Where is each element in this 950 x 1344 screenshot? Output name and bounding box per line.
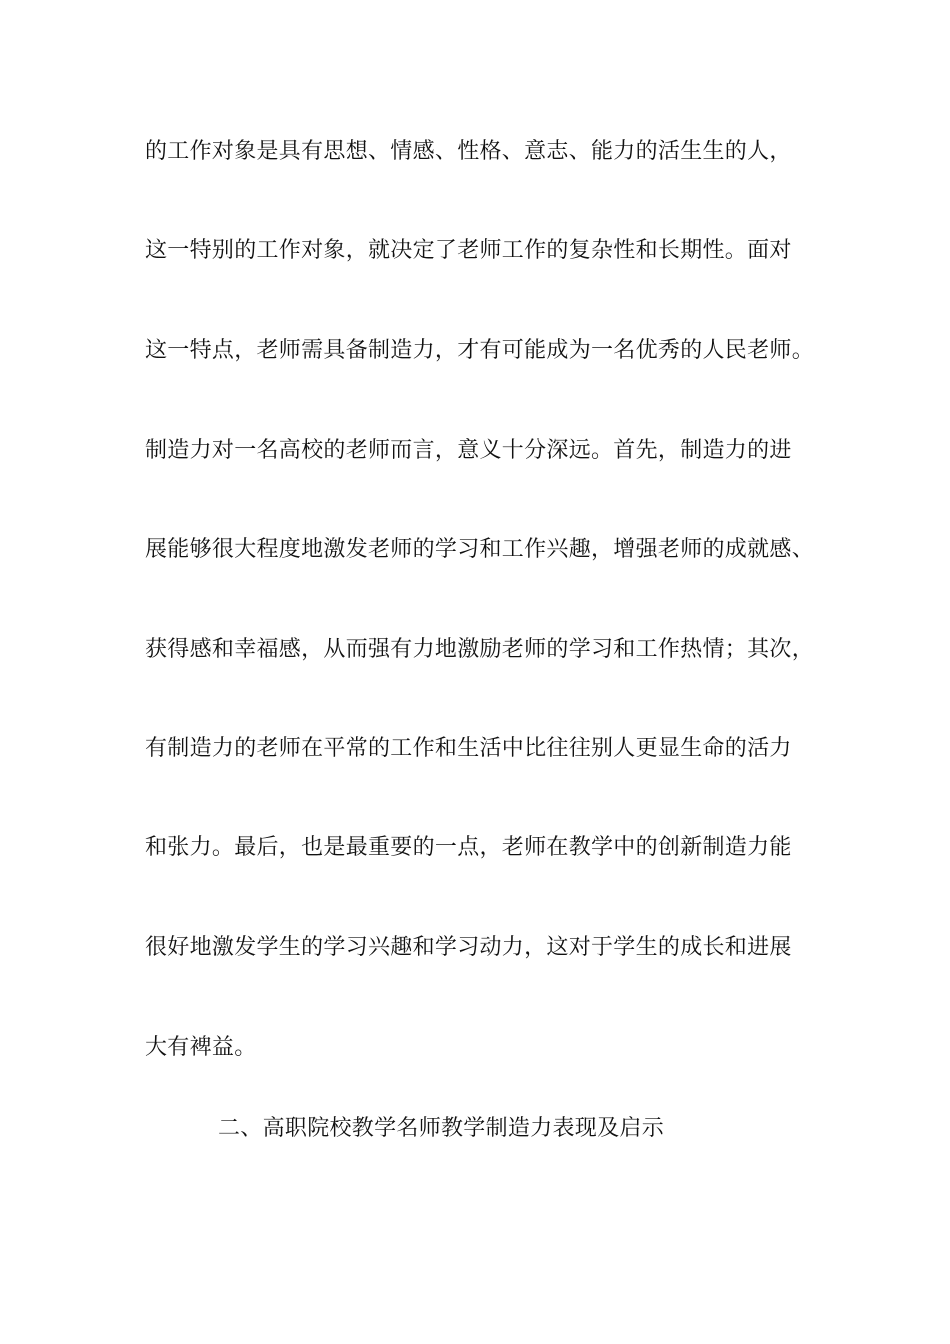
paragraph-line-1: 的工作对象是具有思想、情感、性格、意志、能力的活生生的人， xyxy=(145,139,792,164)
paragraph-line-3: 这一特点，老师需具备制造力，才有可能成为一名优秀的人民老师。 xyxy=(145,338,815,363)
paragraph-line-5: 展能够很大程度地激发老师的学习和工作兴趣，增强老师的成就感、 xyxy=(145,537,815,562)
paragraph-line-9: 很好地激发学生的学习兴趣和学习动力，这对于学生的成长和进展 xyxy=(145,935,792,960)
paragraph-line-8: 和张力。最后，也是最重要的一点，老师在教学中的创新制造力能 xyxy=(145,835,792,860)
section-heading: 二、高职院校教学名师教学制造力表现及启示 xyxy=(218,1116,665,1141)
paragraph-line-10: 大有裨益。 xyxy=(145,1035,257,1060)
paragraph-line-7: 有制造力的老师在平常的工作和生活中比往往别人更显生命的活力 xyxy=(145,736,792,761)
paragraph-line-2: 这一特别的工作对象，就决定了老师工作的复杂性和长期性。面对 xyxy=(145,238,792,263)
paragraph-line-6: 获得感和幸福感，从而强有力地激励老师的学习和工作热情；其次， xyxy=(145,637,815,662)
paragraph-line-4: 制造力对一名高校的老师而言，意义十分深远。首先，制造力的进 xyxy=(145,438,792,463)
